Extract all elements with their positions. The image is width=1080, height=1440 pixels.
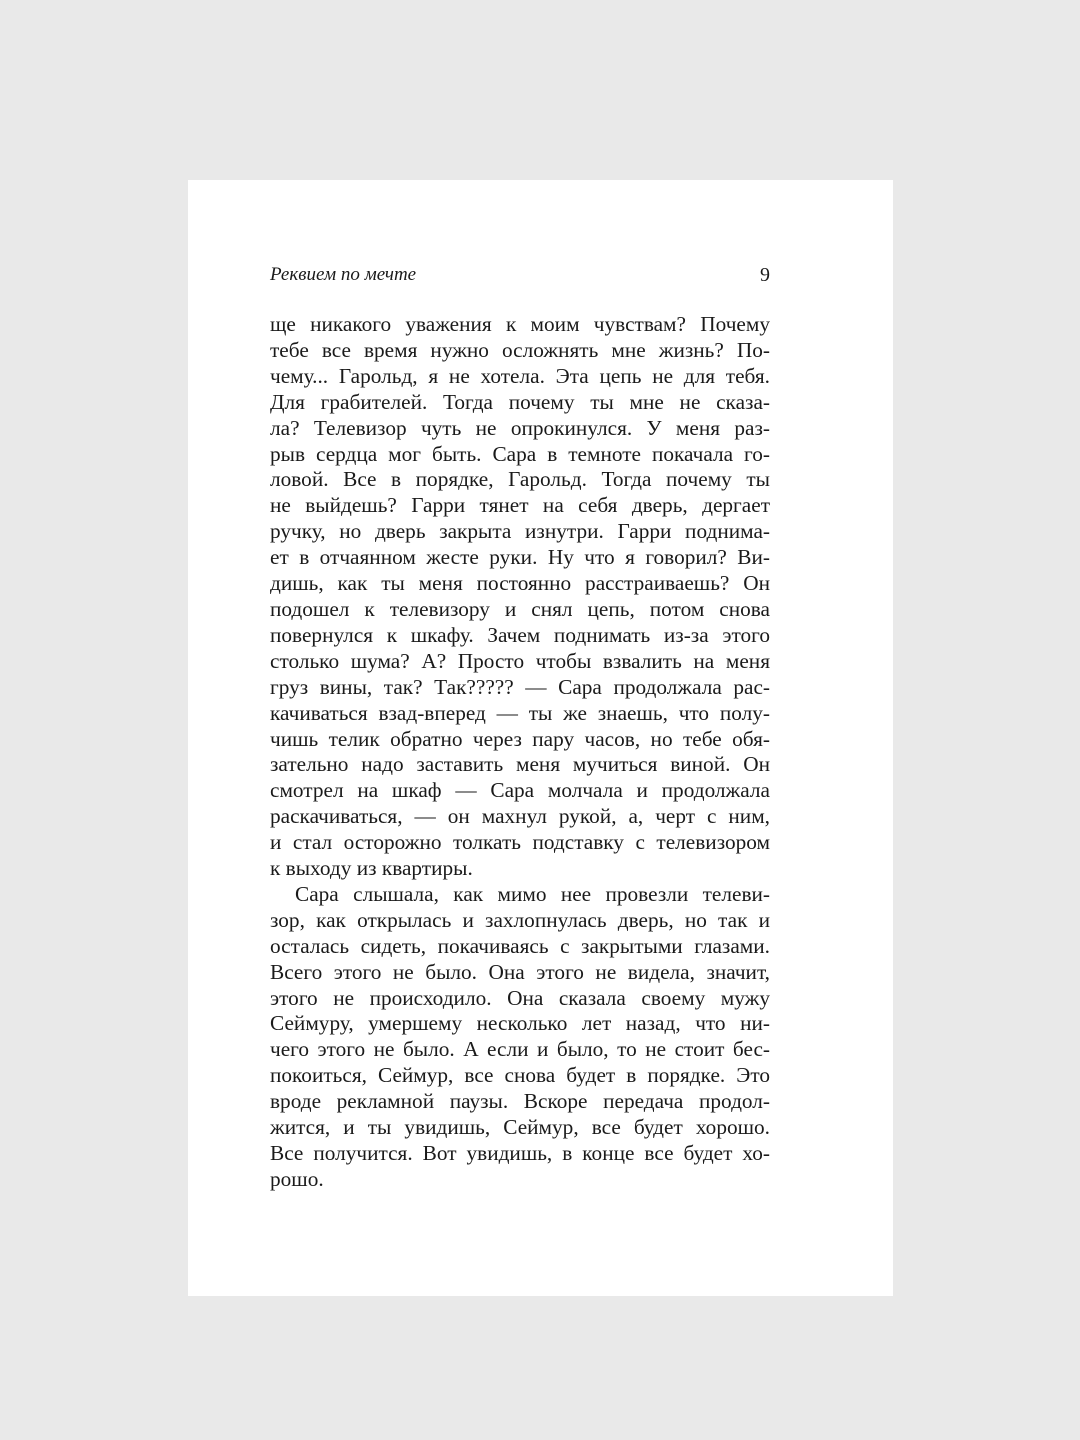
text-line: рошо. <box>270 1166 324 1191</box>
text-line: качиваться взад-вперед — ты же знаешь, что полу- <box>270 700 770 725</box>
text-line: Всего этого не было. Она этого не видела, значит, <box>270 959 770 984</box>
text-line: дишь, как ты меня постоянно расстраиваешь? Он <box>270 571 770 596</box>
page-number: 9 <box>760 264 770 286</box>
text-line: груз вины, так? Так????? — Сара продолжала рас- <box>270 674 770 699</box>
body-text <box>270 312 770 1193</box>
text-line: осталась сидеть, покачиваясь с закрытыми глазами. <box>270 933 770 958</box>
book-page <box>188 180 893 1296</box>
text-line: смотрел на шкаф — Сара молчала и продолжала <box>270 778 770 803</box>
text-line: и стал осторожно толкать подставку с телевизором <box>270 830 770 855</box>
text-line: столько шума? А? Просто чтобы взвалить на меня <box>270 648 770 673</box>
text-line: покоиться, Сеймур, все снова будет в порядке. Это <box>270 1063 770 1088</box>
text-line: ловой. Все в порядке, Гарольд. Тогда почему ты <box>270 467 770 492</box>
text-line: Все получится. Вот увидишь, в конце все будет хо- <box>270 1141 770 1165</box>
text-line: вроде рекламной паузы. Вскоре передача продол- <box>270 1089 770 1114</box>
text-line: чему... Гарольд, я не хотела. Эта цепь не для тебя. <box>270 363 770 388</box>
text-line: Сара слышала, как мимо нее провезли телеви- <box>295 881 770 906</box>
text-line: жится, и ты увидишь, Сеймур, все будет хорошо. <box>270 1115 770 1140</box>
text-line: ет в отчаянном жесте руки. Ну что я говорил? Ви- <box>270 545 770 570</box>
text-line: Для грабителей. Тогда почему ты мне не сказа- <box>270 389 770 414</box>
text-line: чего этого не было. А если и было, то не стоит бес- <box>270 1037 770 1062</box>
paragraph-1 <box>270 312 770 882</box>
text-line: повернулся к шкафу. Зачем поднимать из-за этого <box>270 622 770 647</box>
paragraph-2 <box>270 882 770 1193</box>
text-line: подошел к телевизору и снял цепь, потом снова <box>270 596 770 621</box>
running-title: Реквием по мечте <box>270 264 417 285</box>
text-line: к выходу из квартиры. <box>270 856 473 881</box>
text-line: Сеймуру, умершему несколько лет назад, что ни- <box>270 1011 770 1036</box>
text-line: тебе все время нужно осложнять мне жизнь? По- <box>270 337 770 362</box>
text-line: зор, как открылась и захлопнулась дверь, но так и <box>270 907 770 932</box>
text-line: ла? Телевизор чуть не опрокинулся. У меня раз- <box>270 415 770 440</box>
text-line: ручку, но дверь закрыта изнутри. Гарри поднима- <box>270 519 770 544</box>
text-line: зательно надо заставить меня мучиться виной. Он <box>270 752 770 777</box>
text-line: рыв сердца мог быть. Сара в темноте покачала го- <box>270 441 770 466</box>
text-line: этого не происходило. Она сказала своему мужу <box>270 985 770 1010</box>
text-line: чишь телик обратно через пару часов, но тебе обя- <box>270 726 770 751</box>
text-line: не выйдешь? Гарри тянет на себя дверь, дергает <box>270 493 770 518</box>
text-line: ще никакого уважения к моим чувствам? Почему <box>270 312 770 336</box>
text-line: раскачиваться, — он махнул рукой, а, черт с ним, <box>270 804 770 829</box>
